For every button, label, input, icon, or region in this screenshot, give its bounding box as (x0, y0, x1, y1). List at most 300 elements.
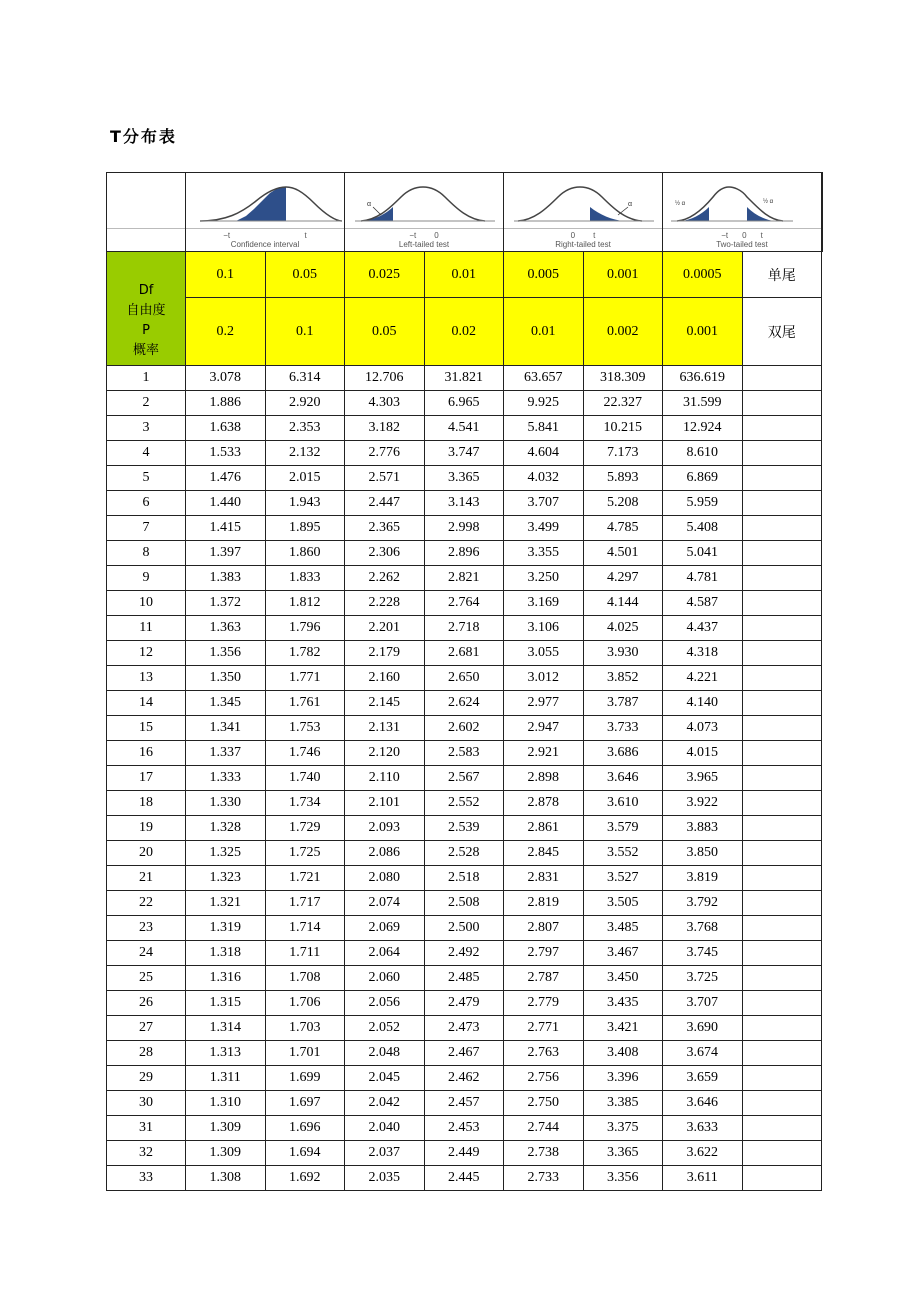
critical-value-cell: 3.768 (663, 916, 743, 941)
critical-value-cell: 1.697 (265, 1091, 345, 1116)
critical-value-cell: 2.040 (345, 1116, 425, 1141)
empty-cell (742, 816, 822, 841)
critical-value-cell: 1.708 (265, 966, 345, 991)
critical-value-cell: 2.042 (345, 1091, 425, 1116)
empty-cell (742, 1166, 822, 1191)
critical-value-cell: 2.110 (345, 766, 425, 791)
figure-caption: Confidence interval (230, 240, 300, 249)
table-row (107, 791, 823, 816)
critical-value-cell: 3.850 (663, 841, 743, 866)
caption-empty (107, 229, 186, 252)
axis-label: 0 (570, 231, 576, 240)
critical-value-cell: 2.861 (504, 816, 584, 841)
critical-value-cell: 4.073 (663, 716, 743, 741)
critical-value-cell: 1.308 (186, 1166, 266, 1191)
table-row (107, 666, 823, 691)
figure-caption: Right-tailed test (555, 240, 611, 249)
critical-value-cell: 2.015 (265, 466, 345, 491)
critical-value-cell: 6.869 (663, 466, 743, 491)
table-row (107, 1041, 823, 1066)
critical-value-cell: 1.694 (265, 1141, 345, 1166)
one-tail-value: 0.01 (424, 252, 504, 298)
df-cell: 16 (107, 741, 186, 766)
critical-value-cell: 1.318 (186, 941, 266, 966)
critical-value-cell: 6.314 (265, 366, 345, 391)
df-cell: 5 (107, 466, 186, 491)
critical-value-cell: 2.500 (424, 916, 504, 941)
df-cell: 9 (107, 566, 186, 591)
critical-value-cell: 1.311 (186, 1066, 266, 1091)
critical-value-cell: 2.179 (345, 641, 425, 666)
critical-value-cell: 2.624 (424, 691, 504, 716)
normal-curve-two-sided-shaded-icon (186, 173, 344, 223)
critical-value-cell: 2.681 (424, 641, 504, 666)
table-row (107, 616, 823, 641)
table-row (107, 641, 823, 666)
two-tail-value: 0.002 (583, 298, 663, 366)
table-row (107, 516, 823, 541)
empty-cell (742, 416, 822, 441)
critical-value-cell: 1.701 (265, 1041, 345, 1066)
critical-value-cell: 1.638 (186, 416, 266, 441)
critical-value-cell: 2.479 (424, 991, 504, 1016)
critical-value-cell: 2.771 (504, 1016, 584, 1041)
critical-value-cell: 1.440 (186, 491, 266, 516)
critical-value-cell: 4.015 (663, 741, 743, 766)
df-cell: 21 (107, 866, 186, 891)
empty-cell (742, 1141, 822, 1166)
critical-value-cell: 1.943 (265, 491, 345, 516)
critical-value-cell: 3.012 (504, 666, 584, 691)
critical-value-cell: 1.717 (265, 891, 345, 916)
critical-value-cell: 3.852 (583, 666, 663, 691)
critical-value-cell: 2.764 (424, 591, 504, 616)
critical-value-cell: 2.131 (345, 716, 425, 741)
critical-value-cell: 3.707 (663, 991, 743, 1016)
critical-value-cell: 2.539 (424, 816, 504, 841)
table-row (107, 841, 823, 866)
critical-value-cell: 2.056 (345, 991, 425, 1016)
critical-value-cell: 4.025 (583, 616, 663, 641)
axis-label: t (304, 231, 307, 240)
critical-value-cell: 2.583 (424, 741, 504, 766)
critical-value-cell: 2.074 (345, 891, 425, 916)
critical-value-cell: 1.729 (265, 816, 345, 841)
df-cell: 24 (107, 941, 186, 966)
empty-cell (742, 566, 822, 591)
one-tail-row (107, 252, 823, 298)
critical-value-cell: 4.437 (663, 616, 743, 641)
df-cell: 11 (107, 616, 186, 641)
two-tail-value: 0.01 (504, 298, 584, 366)
critical-value-cell: 1.734 (265, 791, 345, 816)
critical-value-cell: 2.060 (345, 966, 425, 991)
critical-value-cell: 2.132 (265, 441, 345, 466)
critical-value-cell: 1.860 (265, 541, 345, 566)
table-row (107, 1016, 823, 1041)
critical-value-cell: 2.650 (424, 666, 504, 691)
empty-cell (742, 666, 822, 691)
normal-curve-left-tail-icon (345, 173, 503, 223)
critical-value-cell: 3.610 (583, 791, 663, 816)
critical-value-cell: 2.567 (424, 766, 504, 791)
critical-value-cell: 2.045 (345, 1066, 425, 1091)
critical-value-cell: 3.707 (504, 491, 584, 516)
table-row (107, 441, 823, 466)
critical-value-cell: 2.756 (504, 1066, 584, 1091)
table-row (107, 891, 823, 916)
critical-value-cell: 1.309 (186, 1141, 266, 1166)
critical-value-cell: 2.035 (345, 1166, 425, 1191)
empty-cell (742, 866, 822, 891)
critical-value-cell: 4.297 (583, 566, 663, 591)
critical-value-cell: 5.893 (583, 466, 663, 491)
two-tail-value: 0.05 (345, 298, 425, 366)
critical-value-cell: 1.886 (186, 391, 266, 416)
table-row (107, 691, 823, 716)
critical-value-cell: 1.356 (186, 641, 266, 666)
critical-value-cell: 2.093 (345, 816, 425, 841)
critical-value-cell: 2.571 (345, 466, 425, 491)
empty-cell (742, 441, 822, 466)
critical-value-cell: 1.323 (186, 866, 266, 891)
critical-value-cell: 6.965 (424, 391, 504, 416)
table-row (107, 391, 823, 416)
empty-cell (742, 991, 822, 1016)
critical-value-cell: 31.599 (663, 391, 743, 416)
df-cell: 25 (107, 966, 186, 991)
empty-cell (742, 791, 822, 816)
critical-value-cell: 4.303 (345, 391, 425, 416)
df-cell: 8 (107, 541, 186, 566)
critical-value-cell: 1.321 (186, 891, 266, 916)
empty-cell (742, 391, 822, 416)
df-cell: 10 (107, 591, 186, 616)
critical-value-cell: 2.821 (424, 566, 504, 591)
critical-value-cell: 2.977 (504, 691, 584, 716)
axis-label: −t (223, 231, 231, 240)
critical-value-cell: 3.499 (504, 516, 584, 541)
critical-value-cell: 63.657 (504, 366, 584, 391)
empty-cell (742, 841, 822, 866)
table-row (107, 1141, 823, 1166)
critical-value-cell: 2.353 (265, 416, 345, 441)
critical-value-cell: 3.078 (186, 366, 266, 391)
critical-value-cell: 2.744 (504, 1116, 584, 1141)
df-cell: 20 (107, 841, 186, 866)
critical-value-cell: 1.415 (186, 516, 266, 541)
critical-value-cell: 1.309 (186, 1116, 266, 1141)
axis-label: t (593, 231, 596, 240)
df-cell: 17 (107, 766, 186, 791)
df-cell: 2 (107, 391, 186, 416)
critical-value-cell: 3.633 (663, 1116, 743, 1141)
critical-value-cell: 3.450 (583, 966, 663, 991)
critical-value-cell: 2.228 (345, 591, 425, 616)
critical-value-cell: 3.552 (583, 841, 663, 866)
figure-caption-row (107, 229, 823, 252)
empty-cell (742, 516, 822, 541)
critical-value-cell: 4.501 (583, 541, 663, 566)
table-row (107, 491, 823, 516)
critical-value-cell: 1.895 (265, 516, 345, 541)
critical-value-cell: 1.330 (186, 791, 266, 816)
df-cell: 15 (107, 716, 186, 741)
critical-value-cell: 3.505 (583, 891, 663, 916)
two-tail-value: 0.2 (186, 298, 266, 366)
empty-cell (742, 641, 822, 666)
critical-value-cell: 2.492 (424, 941, 504, 966)
one-tail-value: 0.025 (345, 252, 425, 298)
df-label-cn: 自由度 (126, 303, 166, 318)
critical-value-cell: 1.692 (265, 1166, 345, 1191)
critical-value-cell: 5.041 (663, 541, 743, 566)
critical-value-cell: 3.182 (345, 416, 425, 441)
critical-value-cell: 5.408 (663, 516, 743, 541)
critical-value-cell: 2.449 (424, 1141, 504, 1166)
critical-value-cell: 1.310 (186, 1091, 266, 1116)
critical-value-cell: 2.896 (424, 541, 504, 566)
alpha-label: α (367, 201, 372, 208)
table-row (107, 866, 823, 891)
critical-value-cell: 1.345 (186, 691, 266, 716)
critical-value-cell: 2.467 (424, 1041, 504, 1066)
critical-value-cell: 4.541 (424, 416, 504, 441)
critical-value-cell: 1.711 (265, 941, 345, 966)
critical-value-cell: 2.262 (345, 566, 425, 591)
critical-value-cell: 1.696 (265, 1116, 345, 1141)
table-row (107, 541, 823, 566)
critical-value-cell: 2.447 (345, 491, 425, 516)
critical-value-cell: 3.646 (583, 766, 663, 791)
page-title: T分布表 (110, 127, 177, 146)
critical-value-cell: 1.397 (186, 541, 266, 566)
critical-value-cell: 3.527 (583, 866, 663, 891)
critical-value-cell: 2.921 (504, 741, 584, 766)
normal-curve-right-tail-icon (504, 173, 662, 223)
table-row (107, 941, 823, 966)
critical-value-cell: 1.350 (186, 666, 266, 691)
df-header-cell (107, 252, 186, 366)
normal-curve-two-tails-icon (663, 173, 821, 223)
critical-value-cell: 1.833 (265, 566, 345, 591)
critical-value-cell: 2.819 (504, 891, 584, 916)
critical-value-cell: 3.733 (583, 716, 663, 741)
critical-value-cell: 2.920 (265, 391, 345, 416)
one-tail-value: 0.1 (186, 252, 266, 298)
empty-cell (742, 1091, 822, 1116)
caption-confidence (186, 229, 345, 252)
critical-value-cell: 2.733 (504, 1166, 584, 1191)
critical-value-cell: 3.965 (663, 766, 743, 791)
critical-value-cell: 1.325 (186, 841, 266, 866)
critical-value-cell: 2.552 (424, 791, 504, 816)
critical-value-cell: 3.747 (424, 441, 504, 466)
critical-value-cell: 2.473 (424, 1016, 504, 1041)
critical-value-cell: 1.721 (265, 866, 345, 891)
critical-value-cell: 3.922 (663, 791, 743, 816)
critical-value-cell: 3.686 (583, 741, 663, 766)
critical-value-cell: 1.753 (265, 716, 345, 741)
critical-value-cell: 2.048 (345, 1041, 425, 1066)
df-cell: 22 (107, 891, 186, 916)
df-cell: 18 (107, 791, 186, 816)
critical-value-cell: 2.776 (345, 441, 425, 466)
figure-empty-cell (822, 173, 823, 229)
df-cell: 14 (107, 691, 186, 716)
empty-cell (742, 1016, 822, 1041)
data-rows (107, 366, 823, 1191)
figure-caption: Left-tailed test (398, 240, 450, 249)
critical-value-cell: 2.485 (424, 966, 504, 991)
df-cell: 1 (107, 366, 186, 391)
empty-cell (742, 1116, 822, 1141)
df-cell: 29 (107, 1066, 186, 1091)
table-row (107, 1091, 823, 1116)
p-label: P (142, 323, 150, 338)
critical-value-cell: 3.579 (583, 816, 663, 841)
critical-value-cell: 3.106 (504, 616, 584, 641)
p-label-cn: 概率 (132, 343, 159, 358)
critical-value-cell: 2.807 (504, 916, 584, 941)
critical-value-cell: 1.771 (265, 666, 345, 691)
table-row (107, 741, 823, 766)
critical-value-cell: 2.365 (345, 516, 425, 541)
critical-value-cell: 2.453 (424, 1116, 504, 1141)
empty-cell (742, 1041, 822, 1066)
df-cell: 27 (107, 1016, 186, 1041)
df-cell: 3 (107, 416, 186, 441)
critical-value-cell: 3.385 (583, 1091, 663, 1116)
empty-cell (742, 1066, 822, 1091)
df-label: Df (138, 283, 154, 298)
critical-value-cell: 4.785 (583, 516, 663, 541)
critical-value-cell: 2.145 (345, 691, 425, 716)
critical-value-cell: 1.328 (186, 816, 266, 841)
critical-value-cell: 1.740 (265, 766, 345, 791)
caption-two (663, 229, 822, 252)
critical-value-cell: 2.064 (345, 941, 425, 966)
df-cell: 31 (107, 1116, 186, 1141)
empty-cell (742, 591, 822, 616)
critical-value-cell: 3.396 (583, 1066, 663, 1091)
t-distribution-table (106, 172, 823, 1191)
critical-value-cell: 1.782 (265, 641, 345, 666)
table-row (107, 966, 823, 991)
critical-value-cell: 2.763 (504, 1041, 584, 1066)
one-tail-value: 0.001 (583, 252, 663, 298)
critical-value-cell: 2.779 (504, 991, 584, 1016)
critical-value-cell: 2.528 (424, 841, 504, 866)
critical-value-cell: 2.718 (424, 616, 504, 641)
caption-right (504, 229, 663, 252)
critical-value-cell: 3.787 (583, 691, 663, 716)
table-row (107, 591, 823, 616)
critical-value-cell: 1.363 (186, 616, 266, 641)
critical-value-cell: 2.462 (424, 1066, 504, 1091)
critical-value-cell: 3.365 (583, 1141, 663, 1166)
one-tail-value: 0.05 (265, 252, 345, 298)
critical-value-cell: 2.831 (504, 866, 584, 891)
table-row (107, 816, 823, 841)
table-row (107, 366, 823, 391)
df-cell: 4 (107, 441, 186, 466)
critical-value-cell: 3.365 (424, 466, 504, 491)
figure-caption: Two-tailed test (716, 240, 768, 249)
table-row (107, 416, 823, 441)
empty-cell (742, 366, 822, 391)
critical-value-cell: 3.819 (663, 866, 743, 891)
figure-empty-cell (107, 173, 186, 229)
critical-value-cell: 1.796 (265, 616, 345, 641)
empty-cell (742, 716, 822, 741)
critical-value-cell: 3.435 (583, 991, 663, 1016)
df-cell: 23 (107, 916, 186, 941)
critical-value-cell: 12.924 (663, 416, 743, 441)
critical-value-cell: 1.314 (186, 1016, 266, 1041)
axis-label: −t (721, 231, 729, 240)
empty-cell (742, 691, 822, 716)
empty-cell (742, 466, 822, 491)
critical-value-cell: 2.445 (424, 1166, 504, 1191)
critical-value-cell: 2.086 (345, 841, 425, 866)
critical-value-cell: 8.610 (663, 441, 743, 466)
table-row (107, 991, 823, 1016)
critical-value-cell: 2.947 (504, 716, 584, 741)
df-cell: 32 (107, 1141, 186, 1166)
critical-value-cell: 4.144 (583, 591, 663, 616)
empty-cell (742, 491, 822, 516)
critical-value-cell: 2.738 (504, 1141, 584, 1166)
half-alpha-right: ½ α (763, 199, 774, 205)
critical-value-cell: 1.699 (265, 1066, 345, 1091)
caption-left (345, 229, 504, 252)
critical-value-cell: 3.250 (504, 566, 584, 591)
axis-label: t (760, 231, 763, 240)
critical-value-cell: 1.761 (265, 691, 345, 716)
critical-value-cell: 1.703 (265, 1016, 345, 1041)
figure-two-tailed (663, 173, 822, 229)
critical-value-cell: 1.372 (186, 591, 266, 616)
critical-value-cell: 1.341 (186, 716, 266, 741)
critical-value-cell: 3.659 (663, 1066, 743, 1091)
critical-value-cell: 3.674 (663, 1041, 743, 1066)
two-tail-value: 0.02 (424, 298, 504, 366)
critical-value-cell: 2.750 (504, 1091, 584, 1116)
critical-value-cell: 4.781 (663, 566, 743, 591)
table-row (107, 1166, 823, 1191)
critical-value-cell: 2.069 (345, 916, 425, 941)
critical-value-cell: 4.318 (663, 641, 743, 666)
empty-cell (742, 766, 822, 791)
table-row (107, 566, 823, 591)
critical-value-cell: 3.792 (663, 891, 743, 916)
critical-value-cell: 2.080 (345, 866, 425, 891)
critical-value-cell: 1.333 (186, 766, 266, 791)
empty-cell (742, 966, 822, 991)
critical-value-cell: 2.120 (345, 741, 425, 766)
critical-value-cell: 2.787 (504, 966, 584, 991)
critical-value-cell: 31.821 (424, 366, 504, 391)
half-alpha-left: ½ α (675, 201, 686, 207)
critical-value-cell: 3.169 (504, 591, 584, 616)
empty-cell (742, 916, 822, 941)
critical-value-cell: 1.812 (265, 591, 345, 616)
axis-label: −t (409, 231, 417, 240)
table-row (107, 766, 823, 791)
caption-empty (822, 229, 823, 252)
df-cell: 28 (107, 1041, 186, 1066)
